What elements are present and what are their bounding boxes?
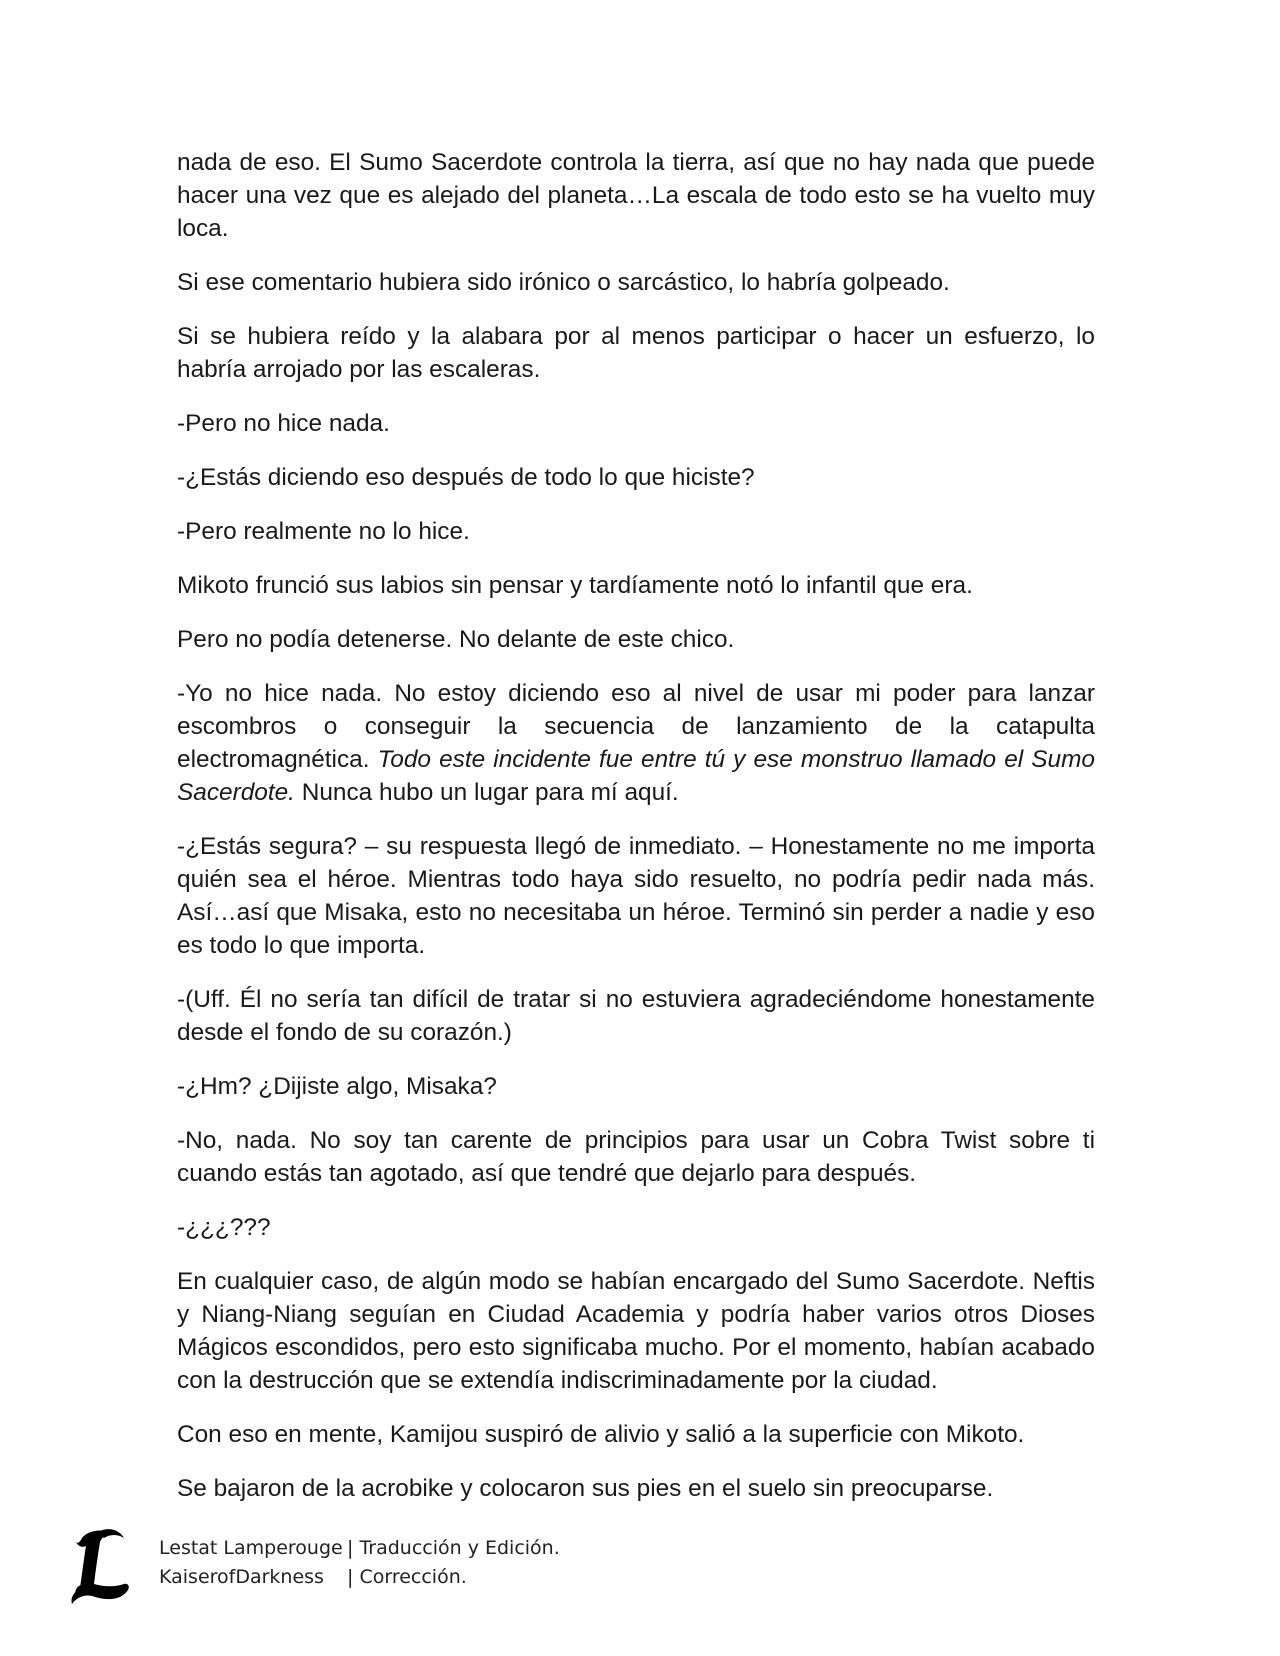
gothic-letter-L-logo [68,1528,132,1606]
credit-separator: | [347,1537,360,1559]
paragraph-text: -Yo no hice nada. No estoy diciendo eso al nivel de usar mi poder para lanzar escombros o conseguir la secuencia de lanzamiento de la catapulta electromagnética. [177,680,1095,773]
paragraph [177,1211,1095,1244]
paragraph [177,266,1095,299]
credit-line-translation [159,1534,560,1563]
paragraph-text: -Pero realmente no lo hice. [177,518,470,545]
credit-name: Lestat Lamperouge [159,1537,343,1559]
paragraph-text: En cualquier caso, de algún modo se habían encargado del Sumo Sacerdote. Neftis y Niang-Niang seguían en Ciudad Academia y podría haber varios otros Dioses Mágicos escondidos, pero esto significaba mucho. Por el momento, habían acabado con la destrucción que se extendía indiscriminadamente por la ciudad. [177,1268,1095,1394]
credit-role: Traducción y Edición. [359,1537,560,1559]
credit-role: Corrección. [359,1566,467,1588]
paragraph-text: -¿¿¿??? [177,1214,271,1241]
footer-credits [159,1534,560,1592]
paragraph-text: nada de eso. El Sumo Sacerdote controla la tierra, así que no hay nada que puede hacer una vez que es alejado del planeta…La escala de todo esto se ha vuelto muy loca. [177,149,1095,242]
paragraph [177,623,1095,656]
paragraph-text: -No, nada. No soy tan carente de principios para usar un Cobra Twist sobre ti cuando estás tan agotado, así que tendré que dejarlo para después. [177,1127,1095,1187]
paragraph [177,320,1095,386]
paragraph-text: Si se hubiera reído y la alabara por al menos participar o hacer un esfuerzo, lo habría arrojado por las escaleras. [177,323,1095,383]
paragraph-text: -Pero no hice nada. [177,410,390,437]
credit-name: KaiserofDarkness [159,1566,324,1588]
paragraph [177,515,1095,548]
paragraph [177,146,1095,245]
paragraph-text: Mikoto frunció sus labios sin pensar y tardíamente notó lo infantil que era. [177,572,973,599]
body-text [177,146,1095,1526]
paragraph [177,677,1095,809]
paragraph [177,1418,1095,1451]
paragraph-text: -¿Estás diciendo eso después de todo lo que hiciste? [177,464,755,491]
paragraph-text: -¿Estás segura? – su respuesta llegó de inmediato. – Honestamente no me importa quién sea el héroe. Mientras todo haya sido resuelto, no podría pedir nada más. Así…así que Misaka, esto no necesitaba un héroe. Terminó sin perder a nadie y eso es todo lo que importa. [177,833,1095,959]
paragraph-text: Se bajaron de la acrobike y colocaron sus pies en el suelo sin preocuparse. [177,1475,994,1502]
paragraph-text: Con eso en mente, Kamijou suspiró de alivio y salió a la superficie con Mikoto. [177,1421,1025,1448]
credit-line-correction [159,1563,560,1592]
paragraph-text: Pero no podía detenerse. No delante de este chico. [177,626,735,653]
paragraph [177,1472,1095,1505]
paragraph [177,1124,1095,1190]
paragraph [177,461,1095,494]
paragraph-text: Si ese comentario hubiera sido irónico o sarcástico, lo habría golpeado. [177,269,950,296]
paragraph [177,1070,1095,1103]
page-footer [60,1528,760,1628]
paragraph-text: -¿Hm? ¿Dijiste algo, Misaka? [177,1073,497,1100]
paragraph [177,1265,1095,1397]
paragraph [177,569,1095,602]
paragraph [177,407,1095,440]
paragraph-text: Nunca hubo un lugar para mí aquí. [294,779,679,806]
credit-separator: | [347,1566,360,1588]
paragraph [177,830,1095,962]
paragraph [177,983,1095,1049]
paragraph-text: -(Uff. Él no sería tan difícil de tratar si no estuviera agradeciéndome honestamente desde el fondo de su corazón.) [177,986,1095,1046]
italic-text: Todo este incidente fue entre tú y ese monstruo llamado el Sumo Sacerdote. [177,746,1095,806]
